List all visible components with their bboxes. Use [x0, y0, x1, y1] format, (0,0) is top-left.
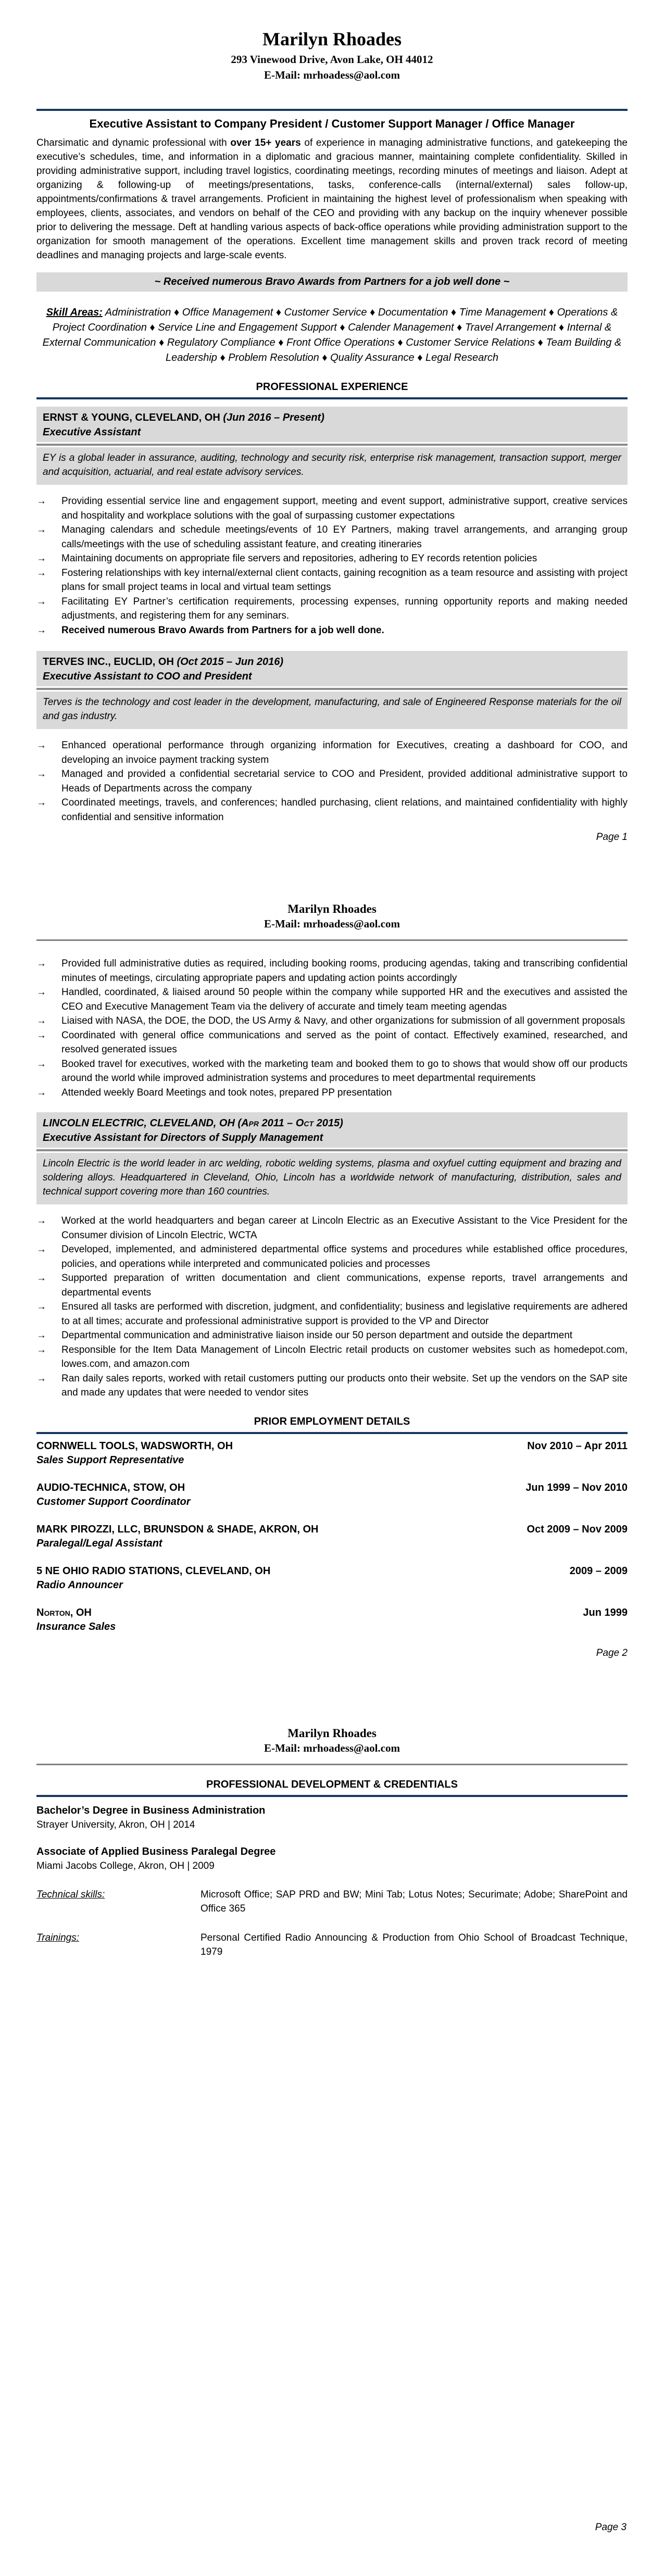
technical-skills-row: [36, 1888, 628, 1916]
prior-dates: Nov 2010 – Apr 2011: [527, 1440, 628, 1452]
page-number-2: Page 2: [596, 1647, 628, 1658]
page-header-email: E-Mail: mrhoadess@aol.com: [264, 1741, 400, 1754]
arrow-bullet-icon: →: [36, 1330, 46, 1341]
job-blurb: Terves is the technology and cost leader in the development, manufacturing, and sale of Engineered Response materials for the oil and gas industry.: [43, 697, 621, 722]
prior-company: CORNWELL TOOLS, WADSWORTH, OH: [36, 1440, 233, 1452]
summary-pre: Charsimatic and dynamic professional with: [36, 137, 231, 148]
bullet-item: → Coordinated meetings, travels, and conferences; handled purchasing, client relations, and maintained confidentiality with highly confidential and sensitive information: [36, 796, 628, 824]
prior-dates: Jun 1999 – Nov 2010: [525, 1481, 628, 1493]
prior-company: AUDIO-TECHNICA, STOW, OH: [36, 1481, 185, 1493]
bullet-item: → Worked at the world headquarters and began career at Lincoln Electric as an Executive Assistant to the Vice President for the Consumer division of Lincoln Electric, WCTA: [36, 1214, 628, 1242]
section-heading-development: PROFESSIONAL DEVELOPMENT & CREDENTIALS: [206, 1778, 458, 1790]
detail-label: Technical skills:: [36, 1889, 105, 1900]
prior-role: Sales Support Representative: [36, 1454, 184, 1466]
job-block-terves: [36, 651, 628, 729]
prior-role: Paralegal/Legal Assistant: [36, 1537, 162, 1549]
arrow-bullet-icon: →: [36, 624, 46, 636]
arrow-bullet-icon: →: [36, 596, 46, 607]
arrow-bullet-icon: →: [36, 1273, 46, 1284]
degree: Associate of Applied Business Paralegal Degree: [36, 1845, 276, 1857]
bullet-item: → Managing calendars and schedule meetings/events of 10 EY Partners, making travel arrangements, and arranging group calls/meetings with the use of scheduling assistant feature, and creating itineraries: [36, 523, 628, 551]
arrow-bullet-icon: →: [36, 1244, 46, 1255]
arrow-bullet-icon: →: [36, 1087, 46, 1098]
bullet-item: → Ran daily sales reports, worked with retail customers putting our products onto their website. Set up the vendors on the SAP site and made any updates that were needed to vendor sites: [36, 1372, 628, 1400]
job-company-line: [43, 1116, 621, 1130]
job-dates: (Jun 2016 – Present): [223, 412, 324, 423]
doc-address: 293 Vinewood Drive, Avon Lake, OH 44012: [231, 53, 433, 66]
section-rule: [36, 1432, 628, 1434]
detail-value: Microsoft Office; SAP PRD and BW; Mini Tab; Lotus Notes; Securimate; Adobe; SharePoint and Office 365: [201, 1889, 628, 1914]
bullet-item: → Providing essential service line and engagement support, meeting and event support, administrative support, creative services and hospitality and workplace solutions with the goal of surpassing customer expectations: [36, 494, 628, 523]
bullet-item: → Liaised with NASA, the DOE, the DOD, the US Army & Navy, and other organizations for submission of all government proposals: [36, 1014, 628, 1028]
job-company: ERNST & YOUNG, CLEVELAND, OH: [43, 412, 220, 423]
headline: Executive Assistant to Company President / Customer Support Manager / Office Manager: [89, 117, 575, 130]
bullet-item: → Provided full administrative duties as required, including booking rooms, producing agendas, taking and transcribing confidential minutes of meetings, circulating appropriate papers and updating action points accordingly: [36, 957, 628, 985]
page-header-email: E-Mail: mrhoadess@aol.com: [264, 918, 400, 930]
bullet-item: → Attended weekly Board Meetings and took notes, prepared PP presentation: [36, 1086, 628, 1100]
skill-areas: [36, 305, 628, 366]
bullet-item: → Facilitating EY Partner’s certification requirements, processing expenses, running opportunity reports and making needed adjustments, and registering them for any seminars.: [36, 595, 628, 623]
summary-paragraph: [36, 136, 628, 262]
bullet-item: → Ensured all tasks are performed with discretion, judgment, and confidentiality; business and legislative requirements are adhered to at all times; accurate and professional administrative support is provided to the VP and Director: [36, 1300, 628, 1328]
arrow-bullet-icon: →: [36, 740, 46, 751]
section-heading-prior-employment: PRIOR EMPLOYMENT DETAILS: [254, 1415, 410, 1427]
prior-job-row: [36, 1523, 628, 1537]
job-dates: (Apr 2011 – Oct 2015): [237, 1117, 343, 1129]
job-role: Executive Assistant for Directors of Supply Management: [43, 1132, 323, 1144]
doc-name: Marilyn Rhoades: [262, 29, 402, 49]
bullet-list-terves-continued: [36, 957, 628, 1100]
job-company-line: [43, 410, 621, 425]
arrow-bullet-icon: →: [36, 1215, 46, 1226]
page2-header: [36, 901, 628, 941]
job-blurb: EY is a global leader in assurance, auditing, technology and security risk, enterprise risk management, transaction support, merger and acquisition, actuarial, and real estate advisory services.: [43, 453, 621, 477]
job-divider: [36, 442, 628, 447]
page-number-1: Page 1: [596, 832, 628, 843]
bullet-item: → Handled, coordinated, & liaised around 50 people within the company while supported HR and the executives and assisted the CEO and Executive Management Team via the delivery of accurate and timely team meeting agendas: [36, 985, 628, 1014]
bullet-item: → Fostering relationships with key internal/external client contacts, gaining recognition as a team resource and assisting with project plans for small project teams in local and virtual team settings: [36, 566, 628, 595]
prior-role: Insurance Sales: [36, 1620, 116, 1632]
prior-job-row: [36, 1439, 628, 1453]
arrow-bullet-icon: →: [36, 958, 46, 969]
trainings-row: [36, 1931, 628, 1959]
arrow-bullet-icon: →: [36, 1029, 46, 1041]
bullet-list-ernst-young: [36, 494, 628, 637]
detail-label: Trainings:: [36, 1932, 80, 1943]
bullet-item: → Departmental communication and administrative liaison inside our 50 person department and outside the department: [36, 1328, 628, 1343]
prior-dates: Oct 2009 – Nov 2009: [527, 1523, 628, 1535]
summary-post: of experience in managing administrative functions, and gatekeeping the executive’s schedules, time, and information in a diplomatic and gracious manner, maintaining complete confidentiality. Skilled in providing administrative support, including travel logistics, coordinating meetings, recording minutes of meetings and liaison. Adept at organizing & following-up of meetings/presentations, tasks, conference-calls (internal/external) sales follow-up, appointments/confirmations & travel arrangements. Proficient in maintaining the highest level of professionalism when speaking with employees, clients, associates, and vendors on behalf of the CEO and providing with any backup on the inquiry whenever possible prior to delivering the message. Deft at handling various aspects of back-office operations while providing administration support to the organization for smooth management of the operations. Excellent time management skills and proven track record of meeting deadlines and managing projects and large-scale events.: [36, 137, 628, 261]
bullet-item: → Supported preparation of written documentation and client communications, expense reports, travel arrangements and departmental events: [36, 1271, 628, 1300]
skill-areas-label: Skill Areas:: [46, 307, 103, 318]
page-number-3: Page 3: [595, 2522, 627, 2533]
education-entry: [36, 1803, 628, 1832]
arrow-bullet-icon: →: [36, 987, 46, 998]
education-entry: [36, 1844, 628, 1873]
bullet-item: → Responsible for the Item Data Management of Lincoln Electric retail products on customer websites such as homedepot.com, lowes.com, and amazon.com: [36, 1343, 628, 1372]
job-blurb: Lincoln Electric is the world leader in arc welding, robotic welding systems, plasma and oxyfuel cutting equipment and brazing and soldering alloys. Headquartered in Cleveland, Ohio, Lincoln has a worldwide network of manufacturing, distribution, sales and technical support covering more than 160 countries.: [43, 1158, 621, 1197]
skill-areas-text: Administration ♦ Office Management ♦ Customer Service ♦ Documentation ♦ Time Management ♦ Operations & Project Coordination ♦ Service Line and Engagement Support ♦ Calender Management ♦ Travel Arrangement ♦ Internal & External Communication ♦ Regulatory Compliance ♦ Front Office Operations ♦ Customer Service Relations ♦ Team Building & Leadership ♦ Problem Resolution ♦ Quality Assurance ♦ Legal Research: [42, 307, 622, 363]
bullet-list-lincoln-electric: [36, 1214, 628, 1400]
award-banner: ~ Received numerous Bravo Awards from Partners for a job well done ~: [36, 272, 628, 292]
job-role: Executive Assistant: [43, 426, 141, 438]
arrow-bullet-icon: →: [36, 1015, 46, 1026]
summary-bold: over 15+ years: [230, 137, 301, 148]
arrow-bullet-icon: →: [36, 1301, 46, 1312]
job-role: Executive Assistant to COO and President: [43, 671, 252, 682]
prior-company: 5 NE OHIO RADIO STATIONS, CLEVELAND, OH: [36, 1565, 271, 1577]
section-heading-experience: PROFESSIONAL EXPERIENCE: [256, 381, 408, 393]
arrow-bullet-icon: →: [36, 524, 46, 535]
bullet-item: → Booked travel for executives, worked with the marketing team and booked them to go to shows that would show off our products around the world while improved administration systems and procedures to meet departmental requirements: [36, 1057, 628, 1086]
page-header-rule: [36, 1764, 628, 1765]
page-header-rule: [36, 939, 628, 941]
page3-header: [36, 1726, 628, 1765]
arrow-bullet-icon: →: [36, 567, 46, 579]
page-header-name: Marilyn Rhoades: [287, 902, 377, 915]
arrow-bullet-icon: →: [36, 797, 46, 808]
arrow-bullet-icon: →: [36, 496, 46, 507]
section-rule: [36, 397, 628, 399]
job-divider: [36, 686, 628, 692]
prior-role: Customer Support Coordinator: [36, 1496, 191, 1507]
bullet-item: → Received numerous Bravo Awards from Partners for a job well done.: [36, 623, 628, 638]
arrow-bullet-icon: →: [36, 1058, 46, 1070]
prior-company: MARK PIROZZI, LLC, BRUNSDON & SHADE, AKRON, OH: [36, 1523, 319, 1535]
job-block-ernst-young: [36, 407, 628, 485]
prior-dates: 2009 – 2009: [569, 1565, 628, 1577]
prior-role: Radio Announcer: [36, 1579, 123, 1591]
job-block-lincoln-electric: [36, 1112, 628, 1204]
school: Strayer University, Akron, OH | 2014: [36, 1819, 195, 1830]
doc-email: E-Mail: mrhoadess@aol.com: [264, 69, 400, 81]
bullet-item: → Developed, implemented, and administered departmental office systems and procedures while established office procedures, policies, and operations while interpreted and communicated policies and processes: [36, 1242, 628, 1271]
prior-job-row: [36, 1606, 628, 1620]
bullet-list-terves: [36, 738, 628, 824]
arrow-bullet-icon: →: [36, 1373, 46, 1384]
job-divider: [36, 1148, 628, 1153]
prior-job-row: [36, 1564, 628, 1578]
school: Miami Jacobs College, Akron, OH | 2009: [36, 1860, 215, 1871]
prior-company: Norton, OH: [36, 1606, 92, 1618]
bullet-item: → Enhanced operational performance through organizing information for Executives, creating a dashboard for COO, and developing an invoice payment tracking system: [36, 738, 628, 767]
header-rule: [36, 109, 628, 111]
arrow-bullet-icon: →: [36, 1344, 46, 1355]
job-dates: (Oct 2015 – Jun 2016): [177, 656, 284, 668]
bullet-item: → Managed and provided a confidential secretarial service to COO and President, provided additional administrative support to Heads of Departments across the company: [36, 767, 628, 796]
arrow-bullet-icon: →: [36, 769, 46, 780]
degree: Bachelor’s Degree in Business Administration: [36, 1804, 266, 1816]
arrow-bullet-icon: →: [36, 553, 46, 564]
bullet-item: → Coordinated with general office communications and served as the point of contact. Effectively examined, researched, and resolved generated issues: [36, 1028, 628, 1057]
bullet-item: → Maintaining documents on appropriate file servers and repositories, adhering to EY records retention policies: [36, 551, 628, 566]
job-company-line: [43, 655, 621, 669]
job-company: LINCOLN ELECTRIC, CLEVELAND, OH: [43, 1117, 235, 1129]
page-header-name: Marilyn Rhoades: [287, 1726, 377, 1740]
job-company: TERVES INC., EUCLID, OH: [43, 656, 174, 668]
detail-value: Personal Certified Radio Announcing & Production from Ohio School of Broadcast Technique, 1979: [201, 1932, 628, 1957]
section-rule: [36, 1795, 628, 1797]
prior-dates: Jun 1999: [583, 1606, 628, 1618]
prior-job-row: [36, 1481, 628, 1495]
